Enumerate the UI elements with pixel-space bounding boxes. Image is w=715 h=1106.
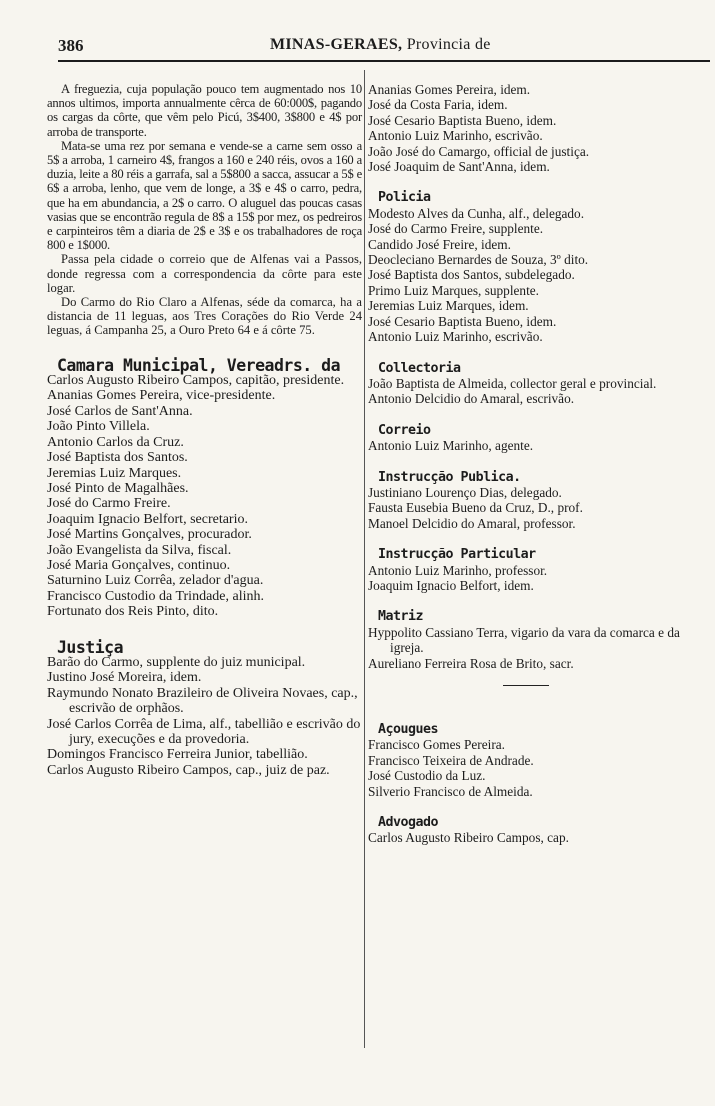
- mail-paragraph: Passa pela cidade o correio que de Alfenas vai a Passos, donde regressa com a correspondencia da côrte para este logar.: [47, 252, 362, 295]
- matriz-heading: Matriz: [378, 609, 424, 625]
- policia-continued-entry: João José do Camargo, official de justiça.: [368, 143, 590, 159]
- camara-entry: José do Carmo Freire.: [47, 496, 171, 512]
- policia-entry: Candido José Freire, idem.: [368, 236, 511, 252]
- correio-entry: Antonio Luiz Marinho, agente.: [368, 438, 534, 454]
- policia-continued-entry: Ananias Gomes Pereira, idem.: [368, 82, 531, 97]
- page-header: [28, 36, 683, 60]
- running-title-sub: Provincia de: [406, 36, 491, 53]
- column-divider: [364, 70, 365, 1048]
- policia-continued-entry: José da Costa Faria, idem.: [368, 97, 508, 113]
- policia-entry: Deocleciano Bernardes de Souza, 3º dito.: [368, 252, 589, 268]
- camara-entry: Joaquim Ignacio Belfort, secretario.: [47, 511, 248, 527]
- policia-continued-entry: Antonio Luiz Marinho, escrivão.: [368, 128, 543, 144]
- prices-paragraph: Mata-se uma rez por semana e vende-se a carne sem osso a 5$ a arroba, 1 carneiro 4$, frangos a 160 e 240 réis, ovos a 160 a duzia, leite a 80 réis a garrafa, sal a 5$800 a sacca, assucar a 5$ e 6$ a arroba, lenho, que vem de longe, a 3$ e 4$ o carro, pedra, que ha em abundancia, a 2$ o carro. O aluguel das poucas casas vasias que se encontrão regula de 8$ a 15$ por mez, os pedreiros e carpinteiros têm a diaria de 2$ e 3$ e os trabalhadores de roça 800 e 1$000.: [47, 138, 362, 253]
- justica-heading: Justiça: [57, 637, 124, 657]
- camara-entry: Jeremias Luiz Marques.: [47, 465, 182, 481]
- policia-entry: José Cesario Baptista Bueno, idem.: [368, 313, 557, 329]
- camara-entry: Ananias Gomes Pereira, vice-presidente.: [47, 388, 276, 404]
- policia-heading: Policia: [378, 190, 431, 206]
- distances-paragraph: Do Carmo do Rio Claro a Alfenas, séde da comarca, ha a distancia de 11 leguas, aos Tres Corações do Rio Verde 24 leguas, á Campanha 25, a Ouro Preto 64 e á côrte 75.: [47, 295, 362, 338]
- camara-entry: José Maria Gonçalves, continuo.: [47, 557, 231, 573]
- policia-entry: Jeremias Luiz Marques, idem.: [368, 298, 529, 314]
- instruccao-particular-entry: Joaquim Ignacio Belfort, idem.: [368, 577, 534, 593]
- matriz-entry: Hyppolito Cassiano Terra, vigario da vara da comarca e da igreja.: [368, 624, 680, 656]
- camara-entry: Francisco Custodio da Trindade, alinh.: [47, 588, 264, 604]
- collectoria-heading: Collectoria: [378, 360, 461, 376]
- acougues-entry: Silverio Francisco de Almeida.: [368, 783, 533, 799]
- intro-paragraph: A freguezia, cuja população pouco tem augmentado nos 10 annos ultimos, importa annualmente cêrca de 60:000$, pagando os cargas da côrte, que vêm pelo Picú, 3$400, 3$800 e 4$ por arroba de transporte.: [47, 82, 362, 139]
- running-title-main: MINAS-GERAES,: [270, 36, 403, 53]
- policia-entry: Primo Luiz Marques, supplente.: [368, 282, 539, 298]
- policia-entry: Antonio Luiz Marinho, escrivão.: [368, 329, 543, 345]
- acougues-entry: Francisco Gomes Pereira.: [368, 737, 505, 753]
- collectoria-entry: João Baptista de Almeida, collector geral e provincial.: [368, 375, 657, 391]
- instruccao-publica-entry: Justiniano Lourenço Dias, delegado.: [368, 484, 562, 500]
- acougues-entry: Francisco Teixeira de Andrade.: [368, 752, 534, 768]
- camara-entry: Fortunato dos Reis Pinto, dito.: [47, 604, 219, 620]
- instruccao-publica-entry: Fausta Eusebia Bueno da Cruz, D., prof.: [368, 500, 583, 516]
- justica-entry: Barão do Carmo, supplente do juiz municipal.: [47, 654, 306, 670]
- justica-entry: Justino José Moreira, idem.: [47, 670, 202, 686]
- policia-entry: Modesto Alves da Cunha, alf., delegado.: [368, 205, 585, 221]
- acougues-heading: Açougues: [378, 722, 439, 737]
- instruccao-particular-entry: Antonio Luiz Marinho, professor.: [368, 562, 548, 578]
- advogado-heading: Advogado: [378, 815, 439, 831]
- right-column: [368, 82, 684, 846]
- policia-entry: José do Carmo Freire, supplente.: [368, 221, 544, 237]
- instruccao-publica-entry: Manoel Delcidio do Amaral, professor.: [368, 515, 576, 531]
- instruccao-publica-heading: Instrucção Publica.: [378, 469, 521, 485]
- advogado-entry: Carlos Augusto Ribeiro Campos, cap.: [368, 830, 569, 846]
- left-column: [47, 82, 362, 778]
- camara-entry: João Pinto Villela.: [47, 419, 150, 435]
- camara-entry: Antonio Carlos da Cruz.: [47, 434, 184, 450]
- header-rule: [58, 60, 710, 62]
- camara-entry: José Pinto de Magalhães.: [47, 480, 189, 496]
- running-title: [270, 36, 491, 54]
- camara-heading: Camara Municipal, Vereadrs. da: [57, 355, 341, 375]
- camara-entry: Saturnino Luiz Corrêa, zelador d'agua.: [47, 573, 264, 589]
- acougues-entry: José Custodio da Luz.: [368, 768, 486, 784]
- policia-entry: José Baptista dos Santos, subdelegado.: [368, 267, 575, 283]
- camara-entry: João Evangelista da Silva, fiscal.: [47, 542, 232, 558]
- justica-entry: Carlos Augusto Ribeiro Campos, cap., juiz de paz.: [47, 762, 330, 778]
- policia-continued-entry: José Cesario Baptista Bueno, idem.: [368, 112, 557, 128]
- page-number: 386: [58, 36, 84, 55]
- camara-entry: José Martins Gonçalves, procurador.: [47, 527, 252, 543]
- camara-entry: Carlos Augusto Ribeiro Campos, capitão, presidente.: [47, 373, 345, 389]
- justica-entry: Domingos Francisco Ferreira Junior, tabellião.: [47, 747, 308, 763]
- matriz-entry: Aureliano Ferreira Rosa de Brito, sacr.: [368, 655, 574, 671]
- correio-heading: Correio: [378, 422, 431, 438]
- collectoria-entry: Antonio Delcidio do Amaral, escrivão.: [368, 391, 575, 407]
- justica-entry: Raymundo Nonato Brazileiro de Oliveira Novaes, cap., escrivão de orphãos.: [47, 685, 358, 717]
- policia-continued-entry: José Joaquim de Sant'Anna, idem.: [368, 159, 550, 175]
- camara-entry: José Baptista dos Santos.: [47, 450, 188, 466]
- camara-entry: José Carlos de Sant'Anna.: [47, 403, 193, 419]
- justica-entry: José Carlos Corrêa de Lima, alf., tabellião e escrivão do jury, execuções e da provedoria.: [47, 716, 361, 747]
- instruccao-particular-heading: Instrucção Particular: [378, 547, 536, 563]
